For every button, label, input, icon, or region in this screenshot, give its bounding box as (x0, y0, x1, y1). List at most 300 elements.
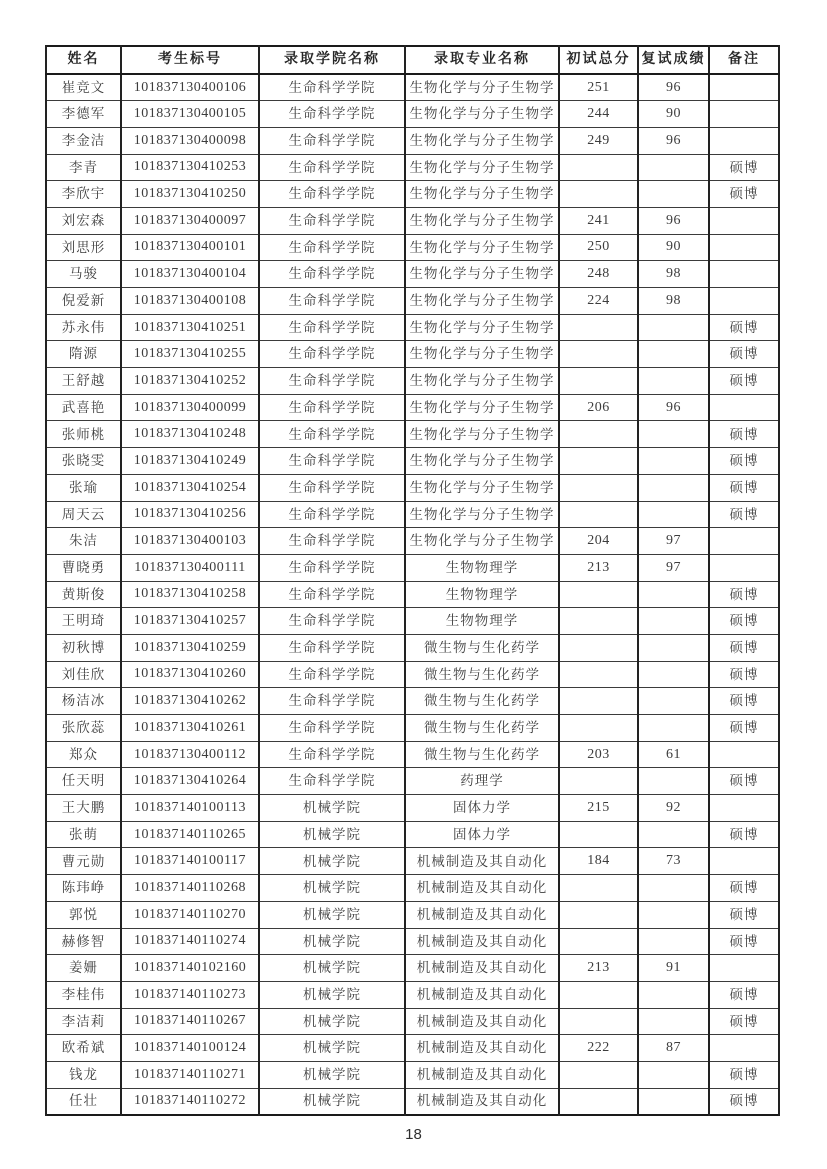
cell-candidate-id: 101837140100124 (121, 1035, 259, 1062)
table-row (46, 314, 779, 341)
cell-name: 李欣宇 (46, 181, 121, 208)
cell-retest-score (638, 688, 709, 715)
cell-candidate-id: 101837130400106 (121, 74, 259, 101)
table-row (46, 901, 779, 928)
cell-initial-score (559, 981, 638, 1008)
cell-remark (709, 741, 779, 768)
cell-major: 生物化学与分子生物学 (405, 127, 559, 154)
cell-major: 生物化学与分子生物学 (405, 314, 559, 341)
cell-initial-score (559, 368, 638, 395)
cell-initial-score (559, 1088, 638, 1115)
table-row (46, 981, 779, 1008)
cell-initial-score (559, 768, 638, 795)
cell-name: 刘佳欣 (46, 661, 121, 688)
cell-name: 曹元勋 (46, 848, 121, 875)
cell-candidate-id: 101837140100117 (121, 848, 259, 875)
cell-name: 李洁莉 (46, 1008, 121, 1035)
cell-initial-score (559, 608, 638, 635)
cell-initial-score: 251 (559, 74, 638, 101)
cell-candidate-id: 101837140110268 (121, 875, 259, 902)
table-row (46, 474, 779, 501)
cell-candidate-id: 101837140110265 (121, 821, 259, 848)
cell-candidate-id: 101837130410249 (121, 448, 259, 475)
cell-remark (709, 207, 779, 234)
cell-initial-score (559, 688, 638, 715)
cell-initial-score: 215 (559, 795, 638, 822)
cell-name: 任天明 (46, 768, 121, 795)
cell-retest-score: 97 (638, 554, 709, 581)
cell-college: 机械学院 (259, 821, 405, 848)
cell-candidate-id: 101837140110274 (121, 928, 259, 955)
table-row (46, 101, 779, 128)
cell-college: 生命科学学院 (259, 661, 405, 688)
cell-initial-score: 206 (559, 394, 638, 421)
cell-remark: 硕博 (709, 368, 779, 395)
cell-college: 生命科学学院 (259, 368, 405, 395)
cell-retest-score (638, 1088, 709, 1115)
cell-retest-score (638, 314, 709, 341)
cell-candidate-id: 101837130410254 (121, 474, 259, 501)
page-number: 18 (405, 1126, 422, 1143)
cell-remark: 硕博 (709, 421, 779, 448)
cell-name: 张晓雯 (46, 448, 121, 475)
cell-initial-score (559, 715, 638, 742)
cell-college: 生命科学学院 (259, 154, 405, 181)
table-row (46, 368, 779, 395)
cell-retest-score (638, 768, 709, 795)
admission-table (45, 45, 780, 1116)
cell-retest-score: 96 (638, 394, 709, 421)
cell-name: 赫修智 (46, 928, 121, 955)
table-row (46, 1061, 779, 1088)
cell-major: 生物化学与分子生物学 (405, 101, 559, 128)
col-header-remark: 备注 (709, 46, 779, 74)
cell-college: 生命科学学院 (259, 581, 405, 608)
cell-name: 任壮 (46, 1088, 121, 1115)
table-row (46, 127, 779, 154)
cell-name: 李桂伟 (46, 981, 121, 1008)
cell-initial-score (559, 581, 638, 608)
cell-name: 倪爱新 (46, 288, 121, 315)
cell-candidate-id: 101837130400097 (121, 207, 259, 234)
cell-candidate-id: 101837130400104 (121, 261, 259, 288)
cell-college: 生命科学学院 (259, 394, 405, 421)
cell-major: 生物物理学 (405, 581, 559, 608)
col-header-college: 录取学院名称 (259, 46, 405, 74)
cell-major: 生物化学与分子生物学 (405, 394, 559, 421)
cell-major: 生物化学与分子生物学 (405, 501, 559, 528)
cell-remark: 硕博 (709, 688, 779, 715)
cell-remark (709, 288, 779, 315)
cell-initial-score: 203 (559, 741, 638, 768)
cell-retest-score (638, 875, 709, 902)
cell-remark (709, 554, 779, 581)
cell-initial-score (559, 634, 638, 661)
cell-name: 王大鹏 (46, 795, 121, 822)
cell-name: 刘思形 (46, 234, 121, 261)
cell-candidate-id: 101837130410259 (121, 634, 259, 661)
cell-retest-score: 90 (638, 234, 709, 261)
cell-candidate-id: 101837140100113 (121, 795, 259, 822)
cell-name: 张萌 (46, 821, 121, 848)
cell-college: 生命科学学院 (259, 207, 405, 234)
cell-retest-score (638, 341, 709, 368)
cell-major: 机械制造及其自动化 (405, 981, 559, 1008)
cell-retest-score: 73 (638, 848, 709, 875)
table-row (46, 1035, 779, 1062)
cell-college: 机械学院 (259, 1035, 405, 1062)
table-row (46, 448, 779, 475)
cell-name: 刘宏森 (46, 207, 121, 234)
table-row (46, 288, 779, 315)
cell-name: 张欣蕊 (46, 715, 121, 742)
cell-initial-score (559, 181, 638, 208)
cell-candidate-id: 101837140110267 (121, 1008, 259, 1035)
col-header-retest-score: 复试成绩 (638, 46, 709, 74)
cell-name: 李青 (46, 154, 121, 181)
cell-retest-score: 98 (638, 288, 709, 315)
cell-remark (709, 127, 779, 154)
table-row (46, 661, 779, 688)
cell-initial-score (559, 314, 638, 341)
cell-candidate-id: 101837130410257 (121, 608, 259, 635)
cell-major: 生物化学与分子生物学 (405, 74, 559, 101)
cell-retest-score (638, 608, 709, 635)
table-row (46, 741, 779, 768)
cell-initial-score: 249 (559, 127, 638, 154)
cell-retest-score: 61 (638, 741, 709, 768)
cell-retest-score: 97 (638, 528, 709, 555)
table-row (46, 608, 779, 635)
table-row (46, 795, 779, 822)
cell-remark (709, 795, 779, 822)
cell-college: 生命科学学院 (259, 261, 405, 288)
cell-name: 王明琦 (46, 608, 121, 635)
cell-name: 张瑜 (46, 474, 121, 501)
cell-remark (709, 74, 779, 101)
cell-retest-score: 91 (638, 955, 709, 982)
cell-remark (709, 848, 779, 875)
table-row (46, 154, 779, 181)
cell-initial-score (559, 474, 638, 501)
cell-remark: 硕博 (709, 661, 779, 688)
cell-initial-score (559, 501, 638, 528)
table-row (46, 848, 779, 875)
table-row (46, 955, 779, 982)
table-row (46, 181, 779, 208)
cell-candidate-id: 101837130400105 (121, 101, 259, 128)
cell-retest-score (638, 901, 709, 928)
cell-remark (709, 101, 779, 128)
cell-name: 曹晓勇 (46, 554, 121, 581)
cell-college: 生命科学学院 (259, 474, 405, 501)
cell-college: 生命科学学院 (259, 741, 405, 768)
cell-candidate-id: 101837130410250 (121, 181, 259, 208)
cell-college: 机械学院 (259, 1008, 405, 1035)
cell-candidate-id: 101837130410253 (121, 154, 259, 181)
cell-retest-score (638, 421, 709, 448)
cell-college: 机械学院 (259, 795, 405, 822)
cell-major: 生物化学与分子生物学 (405, 261, 559, 288)
cell-name: 郭悦 (46, 901, 121, 928)
cell-retest-score (638, 715, 709, 742)
table-row (46, 234, 779, 261)
cell-retest-score: 90 (638, 101, 709, 128)
cell-college: 机械学院 (259, 1088, 405, 1115)
cell-college: 生命科学学院 (259, 341, 405, 368)
table-row (46, 634, 779, 661)
cell-remark: 硕博 (709, 768, 779, 795)
cell-initial-score (559, 821, 638, 848)
cell-name: 王舒越 (46, 368, 121, 395)
cell-major: 生物化学与分子生物学 (405, 448, 559, 475)
cell-college: 生命科学学院 (259, 715, 405, 742)
cell-candidate-id: 101837130410255 (121, 341, 259, 368)
cell-candidate-id: 101837130410264 (121, 768, 259, 795)
cell-college: 生命科学学院 (259, 768, 405, 795)
cell-initial-score (559, 1061, 638, 1088)
table-row (46, 394, 779, 421)
table-row (46, 1088, 779, 1115)
cell-name: 郑众 (46, 741, 121, 768)
table-header-row (46, 46, 779, 74)
cell-college: 生命科学学院 (259, 448, 405, 475)
table-row (46, 74, 779, 101)
cell-candidate-id: 101837130400098 (121, 127, 259, 154)
cell-initial-score (559, 448, 638, 475)
col-header-major: 录取专业名称 (405, 46, 559, 74)
cell-remark: 硕博 (709, 928, 779, 955)
cell-college: 机械学院 (259, 928, 405, 955)
cell-initial-score (559, 421, 638, 448)
cell-remark: 硕博 (709, 501, 779, 528)
cell-major: 机械制造及其自动化 (405, 928, 559, 955)
cell-remark (709, 234, 779, 261)
table-row (46, 528, 779, 555)
cell-major: 生物化学与分子生物学 (405, 288, 559, 315)
cell-initial-score (559, 154, 638, 181)
cell-retest-score: 96 (638, 127, 709, 154)
table-row (46, 688, 779, 715)
cell-candidate-id: 101837140102160 (121, 955, 259, 982)
cell-retest-score (638, 928, 709, 955)
cell-name: 朱洁 (46, 528, 121, 555)
cell-name: 武喜艳 (46, 394, 121, 421)
cell-remark: 硕博 (709, 341, 779, 368)
cell-retest-score (638, 981, 709, 1008)
cell-remark: 硕博 (709, 875, 779, 902)
cell-name: 隋源 (46, 341, 121, 368)
cell-retest-score (638, 448, 709, 475)
cell-college: 机械学院 (259, 955, 405, 982)
cell-remark: 硕博 (709, 715, 779, 742)
cell-major: 固体力学 (405, 795, 559, 822)
cell-candidate-id: 101837140110271 (121, 1061, 259, 1088)
cell-college: 生命科学学院 (259, 501, 405, 528)
cell-remark: 硕博 (709, 1088, 779, 1115)
cell-retest-score (638, 501, 709, 528)
cell-remark: 硕博 (709, 981, 779, 1008)
cell-college: 生命科学学院 (259, 688, 405, 715)
cell-retest-score: 98 (638, 261, 709, 288)
cell-college: 机械学院 (259, 981, 405, 1008)
cell-major: 机械制造及其自动化 (405, 901, 559, 928)
cell-name: 李金洁 (46, 127, 121, 154)
cell-retest-score (638, 474, 709, 501)
cell-major: 微生物与生化药学 (405, 688, 559, 715)
cell-candidate-id: 101837130410252 (121, 368, 259, 395)
cell-remark: 硕博 (709, 634, 779, 661)
cell-college: 机械学院 (259, 875, 405, 902)
cell-initial-score (559, 341, 638, 368)
table-row (46, 207, 779, 234)
cell-college: 生命科学学院 (259, 554, 405, 581)
cell-college: 生命科学学院 (259, 181, 405, 208)
cell-retest-score: 96 (638, 74, 709, 101)
cell-remark: 硕博 (709, 901, 779, 928)
cell-initial-score: 241 (559, 207, 638, 234)
cell-major: 机械制造及其自动化 (405, 848, 559, 875)
cell-remark: 硕博 (709, 1008, 779, 1035)
cell-major: 生物化学与分子生物学 (405, 421, 559, 448)
cell-retest-score: 87 (638, 1035, 709, 1062)
cell-initial-score (559, 928, 638, 955)
cell-remark (709, 1035, 779, 1062)
cell-initial-score (559, 661, 638, 688)
cell-name: 马骏 (46, 261, 121, 288)
cell-remark (709, 528, 779, 555)
cell-candidate-id: 101837130400103 (121, 528, 259, 555)
cell-candidate-id: 101837130410261 (121, 715, 259, 742)
cell-candidate-id: 101837130410258 (121, 581, 259, 608)
cell-retest-score (638, 1008, 709, 1035)
cell-name: 周天云 (46, 501, 121, 528)
col-header-name: 姓名 (46, 46, 121, 74)
cell-major: 微生物与生化药学 (405, 661, 559, 688)
cell-initial-score: 250 (559, 234, 638, 261)
cell-major: 生物化学与分子生物学 (405, 474, 559, 501)
cell-major: 机械制造及其自动化 (405, 955, 559, 982)
cell-candidate-id: 101837140110272 (121, 1088, 259, 1115)
cell-remark: 硕博 (709, 821, 779, 848)
cell-major: 生物物理学 (405, 608, 559, 635)
cell-name: 初秋博 (46, 634, 121, 661)
cell-candidate-id: 101837130400099 (121, 394, 259, 421)
cell-major: 微生物与生化药学 (405, 634, 559, 661)
cell-major: 机械制造及其自动化 (405, 1088, 559, 1115)
table-row (46, 1008, 779, 1035)
table-row (46, 501, 779, 528)
cell-name: 李德军 (46, 101, 121, 128)
cell-initial-score (559, 1008, 638, 1035)
cell-name: 苏永伟 (46, 314, 121, 341)
cell-retest-score (638, 1061, 709, 1088)
cell-retest-score (638, 181, 709, 208)
cell-major: 生物化学与分子生物学 (405, 528, 559, 555)
cell-major: 生物化学与分子生物学 (405, 154, 559, 181)
cell-name: 杨洁冰 (46, 688, 121, 715)
cell-major: 微生物与生化药学 (405, 741, 559, 768)
cell-college: 生命科学学院 (259, 74, 405, 101)
table-row (46, 715, 779, 742)
table-row (46, 421, 779, 448)
cell-college: 生命科学学院 (259, 608, 405, 635)
cell-major: 微生物与生化药学 (405, 715, 559, 742)
table-row (46, 875, 779, 902)
cell-remark: 硕博 (709, 1061, 779, 1088)
table-row (46, 928, 779, 955)
cell-name: 姜姗 (46, 955, 121, 982)
cell-major: 生物化学与分子生物学 (405, 234, 559, 261)
cell-candidate-id: 101837130400108 (121, 288, 259, 315)
table-row (46, 554, 779, 581)
cell-initial-score: 224 (559, 288, 638, 315)
cell-initial-score: 184 (559, 848, 638, 875)
cell-initial-score: 213 (559, 554, 638, 581)
cell-college: 生命科学学院 (259, 234, 405, 261)
cell-name: 张师桃 (46, 421, 121, 448)
col-header-initial-score: 初试总分 (559, 46, 638, 74)
table-row (46, 581, 779, 608)
cell-remark: 硕博 (709, 181, 779, 208)
cell-remark: 硕博 (709, 608, 779, 635)
cell-major: 机械制造及其自动化 (405, 1008, 559, 1035)
cell-initial-score: 248 (559, 261, 638, 288)
cell-remark: 硕博 (709, 448, 779, 475)
cell-retest-score (638, 821, 709, 848)
cell-initial-score: 204 (559, 528, 638, 555)
cell-candidate-id: 101837130400111 (121, 554, 259, 581)
cell-college: 生命科学学院 (259, 634, 405, 661)
cell-candidate-id: 101837130410260 (121, 661, 259, 688)
cell-remark: 硕博 (709, 314, 779, 341)
cell-retest-score (638, 661, 709, 688)
cell-major: 机械制造及其自动化 (405, 1061, 559, 1088)
cell-remark: 硕博 (709, 581, 779, 608)
col-header-candidate-id: 考生标号 (121, 46, 259, 74)
table-row (46, 768, 779, 795)
cell-initial-score: 222 (559, 1035, 638, 1062)
cell-major: 生物化学与分子生物学 (405, 207, 559, 234)
table-row (46, 261, 779, 288)
cell-major: 固体力学 (405, 821, 559, 848)
cell-remark: 硕博 (709, 474, 779, 501)
cell-candidate-id: 101837130410256 (121, 501, 259, 528)
cell-initial-score: 244 (559, 101, 638, 128)
cell-retest-score (638, 154, 709, 181)
cell-remark (709, 955, 779, 982)
cell-retest-score: 92 (638, 795, 709, 822)
cell-initial-score (559, 875, 638, 902)
cell-college: 生命科学学院 (259, 528, 405, 555)
cell-major: 机械制造及其自动化 (405, 1035, 559, 1062)
cell-candidate-id: 101837130410248 (121, 421, 259, 448)
cell-retest-score (638, 368, 709, 395)
cell-name: 陈玮峥 (46, 875, 121, 902)
cell-major: 药理学 (405, 768, 559, 795)
cell-remark: 硕博 (709, 154, 779, 181)
cell-candidate-id: 101837130400101 (121, 234, 259, 261)
cell-major: 机械制造及其自动化 (405, 875, 559, 902)
cell-major: 生物化学与分子生物学 (405, 341, 559, 368)
table-body (46, 74, 779, 1115)
cell-college: 生命科学学院 (259, 127, 405, 154)
cell-candidate-id: 101837140110270 (121, 901, 259, 928)
cell-name: 崔竞文 (46, 74, 121, 101)
cell-retest-score: 96 (638, 207, 709, 234)
cell-candidate-id: 101837130400112 (121, 741, 259, 768)
cell-name: 欧希斌 (46, 1035, 121, 1062)
